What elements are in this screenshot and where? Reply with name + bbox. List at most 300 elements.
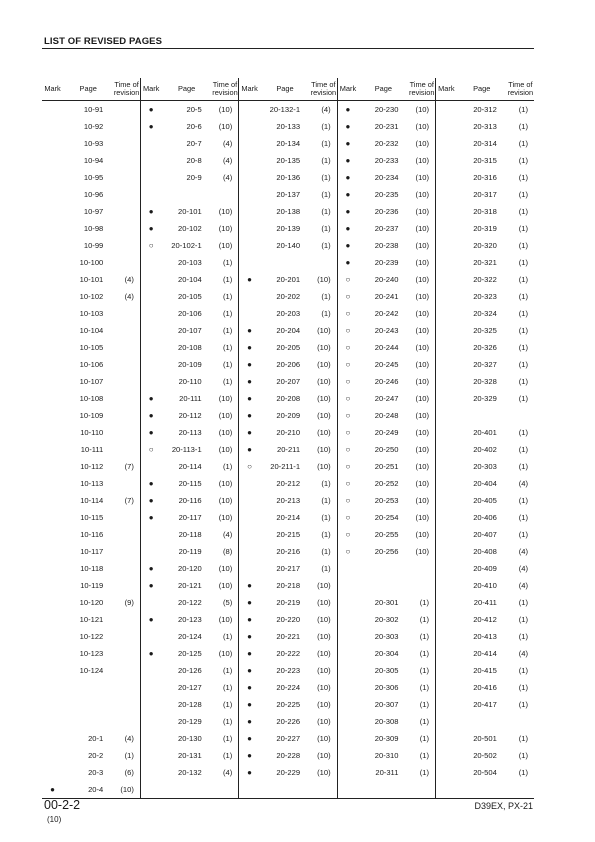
page-number-cell: 10-114 [80,496,104,505]
page-number-cell: 10-109 [79,411,104,420]
time-of-revision-cell [113,373,140,390]
time-of-revision-cell [113,322,140,339]
time-of-revision-cell: (10) [408,101,435,119]
page-number-cell: 20-413 [473,632,497,641]
page-number-cell: 20-7 [186,139,202,148]
revision-mark [436,628,457,645]
page-number-cell: 20-243 [374,326,399,335]
time-of-revision-cell: (1) [518,768,528,777]
page-number-cell: 20-3 [88,768,104,777]
time-of-revision-cell: (10) [310,662,337,679]
page-number-cell: 20-311 [375,768,399,777]
revision-mark [337,713,358,730]
page-number-cell: 20-204 [276,326,301,335]
time-of-revision-cell [408,560,435,577]
time-of-revision-cell: (4) [212,764,239,781]
table-row [42,492,534,509]
page-number-cell: 10-112 [80,462,104,471]
header-mark: Mark [337,78,358,101]
table-row [42,747,534,764]
page-number-cell: 10-103 [79,309,104,318]
page-number-cell: 20-214 [276,513,301,522]
revision-mark [42,254,63,271]
time-of-revision-cell: (10) [408,475,435,492]
footer-page-number: 00-2-2 [44,798,81,812]
revision-mark: ○ [345,513,351,522]
revision-mark: ● [345,190,351,199]
revision-mark: ○ [345,530,351,539]
revision-mark: ● [42,781,63,799]
revision-mark: ● [345,207,351,216]
revision-mark [140,458,161,475]
page-number-cell: 20-130 [178,734,202,743]
time-of-revision-cell: (10) [212,203,239,220]
page-number-cell: 20-207 [276,377,301,386]
page-number-cell: 20-140 [276,241,301,250]
revision-mark [42,101,63,119]
revision-mark [436,492,457,509]
time-of-revision-cell [113,254,140,271]
time-of-revision-cell [113,696,140,713]
revision-mark: ○ [345,326,351,335]
time-of-revision-cell [113,645,140,662]
table-row [42,696,534,713]
page-number-cell: 20-134 [276,139,301,148]
page-number-cell: 20-133 [276,122,301,131]
revision-mark [42,594,63,611]
revision-mark: ● [345,122,351,131]
page-number-cell: 20-211-1 [270,462,301,471]
revision-mark [42,390,63,407]
page-number-cell: 20-237 [374,224,399,233]
time-of-revision-cell: (1) [518,700,528,709]
page-number-cell: 20-254 [374,513,399,522]
time-of-revision-cell: (10) [310,679,337,696]
header-time-of-revision [507,78,534,101]
time-of-revision-cell: (10) [408,271,435,288]
page-number-cell: 20-404 [473,479,497,488]
revision-mark [337,662,358,679]
time-of-revision-cell: (10) [408,356,435,373]
revision-mark: ● [345,105,351,114]
time-of-revision-cell: (1) [518,462,528,471]
page-number-cell: 20-236 [374,207,399,216]
revision-mark [436,475,457,492]
time-of-revision-cell: (1) [310,288,337,305]
table-row [42,424,534,441]
page-number-cell [63,679,113,696]
time-of-revision-cell: (4) [212,526,239,543]
revision-mark [436,747,457,764]
revision-mark [140,526,161,543]
page-number-cell: 20-9 [186,173,202,182]
time-of-revision-cell: (1) [518,292,528,301]
table-row [42,458,534,475]
time-of-revision-cell: (9) [113,594,140,611]
page-number-cell: 20-101 [178,207,202,216]
revision-mark [42,764,63,781]
page-number-cell: 20-501 [473,734,497,743]
table-row [42,169,534,186]
time-of-revision-cell: (4) [212,169,239,186]
time-of-revision-cell: (1) [518,666,528,675]
revision-mark [140,373,161,390]
page-number-cell: 20-128 [178,700,202,709]
revision-mark [436,271,457,288]
revision-mark [42,662,63,679]
page-number-cell: 20-248 [374,411,399,420]
revision-mark [239,288,260,305]
header-rev-line1: Time of [409,80,434,89]
revision-mark [239,543,260,560]
page-number-cell: 20-325 [473,326,497,335]
revision-mark [42,441,63,458]
table-row [42,186,534,203]
revision-mark [42,424,63,441]
revision-mark [436,237,457,254]
time-of-revision-cell: (1) [310,560,337,577]
revision-mark [337,645,358,662]
time-of-revision-cell: (1) [212,373,239,390]
revision-mark: ● [345,241,351,250]
page-number-cell: 20-113-1 [171,445,202,454]
page-number-cell [457,407,507,424]
revision-mark [436,458,457,475]
header-mark: Mark [42,78,63,101]
revision-mark [42,186,63,203]
revision-mark [140,322,161,339]
revision-mark [436,611,457,628]
page-number-cell: 20-252 [374,479,399,488]
time-of-revision-cell: (10) [212,101,239,119]
revision-mark: ○ [345,377,351,386]
revision-mark [436,696,457,713]
time-of-revision-cell: (8) [212,543,239,560]
revision-mark [42,288,63,305]
page-number-cell: 20-129 [178,717,202,726]
revision-mark [337,628,358,645]
page-number-cell: 20-322 [473,275,497,284]
revision-mark [239,101,260,119]
table-row [42,220,534,237]
revision-mark [436,135,457,152]
time-of-revision-cell [113,305,140,322]
page-number-cell: 20-125 [178,649,202,658]
page-number-cell: 10-96 [83,190,104,199]
page-number-cell: 10-122 [79,632,104,641]
header-rev-line2: revision [507,88,534,97]
page-number-cell: 20-138 [276,207,301,216]
revision-mark: ● [247,343,252,352]
time-of-revision-cell: (10) [408,526,435,543]
page-number-cell: 20-318 [473,207,497,216]
time-of-revision-cell [408,781,435,799]
time-of-revision-cell [113,543,140,560]
page-number-cell: 20-256 [374,547,399,556]
time-of-revision-cell: (10) [408,458,435,475]
page-number-cell: 20-223 [276,666,301,675]
time-of-revision-cell: (1) [518,105,528,114]
time-of-revision-cell: (10) [212,441,239,458]
revision-mark [140,662,161,679]
time-of-revision-cell: (1) [212,730,239,747]
table-row [42,152,534,169]
revision-mark [239,509,260,526]
revision-mark [436,526,457,543]
time-of-revision-cell: (1) [518,445,528,454]
time-of-revision-cell: (10) [408,186,435,203]
time-of-revision-cell: (10) [408,441,435,458]
page-number-cell: 20-230 [374,105,399,114]
revision-mark [337,730,358,747]
revision-mark: ● [148,105,154,114]
revision-mark [42,169,63,186]
page-number-cell: 20-6 [186,122,202,131]
table-row [42,560,534,577]
table-row [42,237,534,254]
page-number-cell: 20-107 [178,326,202,335]
table-row [42,101,534,119]
time-of-revision-cell: (1) [518,343,528,352]
revision-mark [239,492,260,509]
page-number-cell: 20-219 [276,598,301,607]
time-of-revision-cell: (1) [518,258,528,267]
time-of-revision-cell: (1) [518,309,528,318]
header-page: Page [63,78,113,101]
time-of-revision-cell: (10) [310,441,337,458]
revision-mark [140,696,161,713]
revision-mark: ● [247,275,252,284]
time-of-revision-cell: (1) [518,224,528,233]
revision-mark: ● [345,258,351,267]
page-number-cell: 20-132-1 [269,105,301,114]
revision-mark [42,475,63,492]
table-row [42,322,534,339]
time-of-revision-cell: (1) [212,747,239,764]
page-number-cell [63,713,113,730]
time-of-revision-cell: (6) [113,764,140,781]
page-number-cell: 10-117 [80,547,104,556]
revision-mark [436,373,457,390]
header-mark: Mark [140,78,161,101]
page-number-cell: 20-407 [473,530,497,539]
time-of-revision-cell [113,339,140,356]
revision-mark [436,662,457,679]
revision-mark [436,203,457,220]
table-header-row [42,78,534,101]
page-number-cell: 20-205 [276,343,301,352]
page-number-cell: 20-314 [473,139,497,148]
revision-mark [239,305,260,322]
time-of-revision-cell: (1) [212,679,239,696]
revision-mark: ● [148,428,154,437]
page-number-cell: 20-203 [276,309,301,318]
time-of-revision-cell: (10) [310,407,337,424]
table-row [42,611,534,628]
revision-mark: ● [247,598,252,607]
page-number-cell: 20-109 [178,360,202,369]
page-number-cell: 20-218 [276,581,301,590]
revision-mark [436,101,457,119]
revision-mark [140,339,161,356]
page-number-cell: 10-100 [79,258,104,267]
header-rev-line1: Time of [114,80,139,89]
time-of-revision-cell: (10) [310,628,337,645]
page-number-cell: 20-111 [179,394,202,403]
time-of-revision-cell: (1) [408,679,435,696]
time-of-revision-cell: (10) [408,203,435,220]
title-rule [42,48,534,49]
revision-mark [42,628,63,645]
page-number-cell: 20-108 [178,343,202,352]
page-number-cell: 20-239 [374,258,399,267]
time-of-revision-cell: (1) [310,169,337,186]
revision-mark [337,764,358,781]
revision-mark [42,135,63,152]
page-number-cell: 20-212 [276,479,301,488]
revision-mark [436,390,457,407]
page-number-cell: 20-231 [374,122,399,131]
revision-mark [239,475,260,492]
revision-mark [42,526,63,543]
revision-mark [239,135,260,152]
time-of-revision-cell [310,254,337,271]
page-number-cell: 20-410 [473,581,497,590]
time-of-revision-cell: (10) [212,390,239,407]
revision-mark [239,118,260,135]
page-number-cell: 10-119 [80,581,104,590]
revision-mark [436,407,457,424]
time-of-revision-cell: (1) [518,207,528,216]
page-number-cell: 20-309 [374,734,399,743]
time-of-revision-cell [113,713,140,730]
revision-mark: ○ [345,292,351,301]
time-of-revision-cell: (1) [212,305,239,322]
page-number-cell: 20-208 [276,394,301,403]
page-number-cell: 10-115 [80,513,104,522]
page-number-cell: 20-249 [374,428,399,437]
page-number-cell: 20-228 [276,751,301,760]
page-number-cell: 20-233 [374,156,399,165]
time-of-revision-cell: (1) [212,254,239,271]
page-number-cell: 20-117 [178,513,202,522]
page-number-cell: 20-114 [178,462,202,471]
time-of-revision-cell: (10) [310,577,337,594]
page-number-cell: 20-210 [276,428,301,437]
header-rev-line1: Time of [212,80,238,89]
page-number-cell: 20-312 [473,105,497,114]
time-of-revision-cell: (10) [408,220,435,237]
time-of-revision-cell: (10) [408,322,435,339]
revision-mark: ● [247,411,252,420]
page-number-cell [260,781,310,799]
page-number-cell: 20-221 [276,632,301,641]
revision-mark [436,781,457,799]
page-number-cell: 20-316 [473,173,497,182]
revision-mark [436,509,457,526]
time-of-revision-cell: (4) [212,135,239,152]
revision-mark [42,339,63,356]
page-number-cell: 10-116 [80,530,104,539]
time-of-revision-cell: (1) [518,377,528,386]
page-number-cell: 20-310 [374,751,399,760]
time-of-revision-cell [113,424,140,441]
revision-mark [140,679,161,696]
page-number-cell: 20-113 [178,428,202,437]
page-number-cell: 20-405 [473,496,497,505]
header-time-of-revision [408,78,435,101]
table-row [42,577,534,594]
time-of-revision-cell: (7) [113,458,140,475]
revision-mark [239,237,260,254]
time-of-revision-cell [113,662,140,679]
page-number-cell: 20-127 [178,683,202,692]
revision-mark [42,220,63,237]
time-of-revision-cell: (1) [310,492,337,509]
time-of-revision-cell: (10) [212,645,239,662]
time-of-revision-cell: (10) [310,747,337,764]
table-row [42,509,534,526]
revision-mark: ● [247,734,252,743]
header-time-of-revision [310,78,337,101]
time-of-revision-cell: (10) [408,288,435,305]
page-number-cell: 20-304 [374,649,399,658]
page-number-cell: 20-504 [473,768,497,777]
revision-mark [337,781,358,799]
time-of-revision-cell: (1) [518,394,528,403]
page-number-cell: 20-245 [374,360,399,369]
page-number-cell: 20-416 [473,683,497,692]
revision-mark [42,679,63,696]
time-of-revision-cell [113,628,140,645]
revision-mark: ○ [345,411,351,420]
time-of-revision-cell [113,220,140,237]
table-row [42,679,534,696]
page-number-cell: 10-91 [83,105,104,114]
time-of-revision-cell: (4) [518,547,528,556]
page-number-cell: 20-103 [178,258,202,267]
page-number-cell [260,254,310,271]
page-number-cell: 20-209 [276,411,301,420]
time-of-revision-cell: (10) [212,220,239,237]
time-of-revision-cell: (7) [113,492,140,509]
time-of-revision-cell: (1) [310,186,337,203]
time-of-revision-cell: (1) [408,594,435,611]
page-number-cell: 20-216 [276,547,301,556]
time-of-revision-cell: (1) [310,152,337,169]
page-number-cell: 20-202 [276,292,301,301]
time-of-revision-cell: (10) [408,390,435,407]
time-of-revision-cell: (1) [518,513,528,522]
page-number-cell: 10-110 [80,428,104,437]
page-number-cell: 20-132 [178,768,202,777]
table-row [42,526,534,543]
page-title: LIST OF REVISED PAGES [44,36,163,47]
time-of-revision-cell: (1) [310,118,337,135]
page-number-cell: 10-106 [79,360,104,369]
revision-mark [239,152,260,169]
time-of-revision-cell: (1) [310,509,337,526]
page-number-cell: 20-110 [178,377,202,386]
revision-mark [42,696,63,713]
time-of-revision-cell: (5) [212,594,239,611]
page-number-cell: 20-242 [374,309,399,318]
time-of-revision-cell: (1) [408,730,435,747]
page-number-cell: 20-303 [473,462,497,471]
table-row [42,713,534,730]
time-of-revision-cell: (10) [408,509,435,526]
time-of-revision-cell: (4) [212,152,239,169]
